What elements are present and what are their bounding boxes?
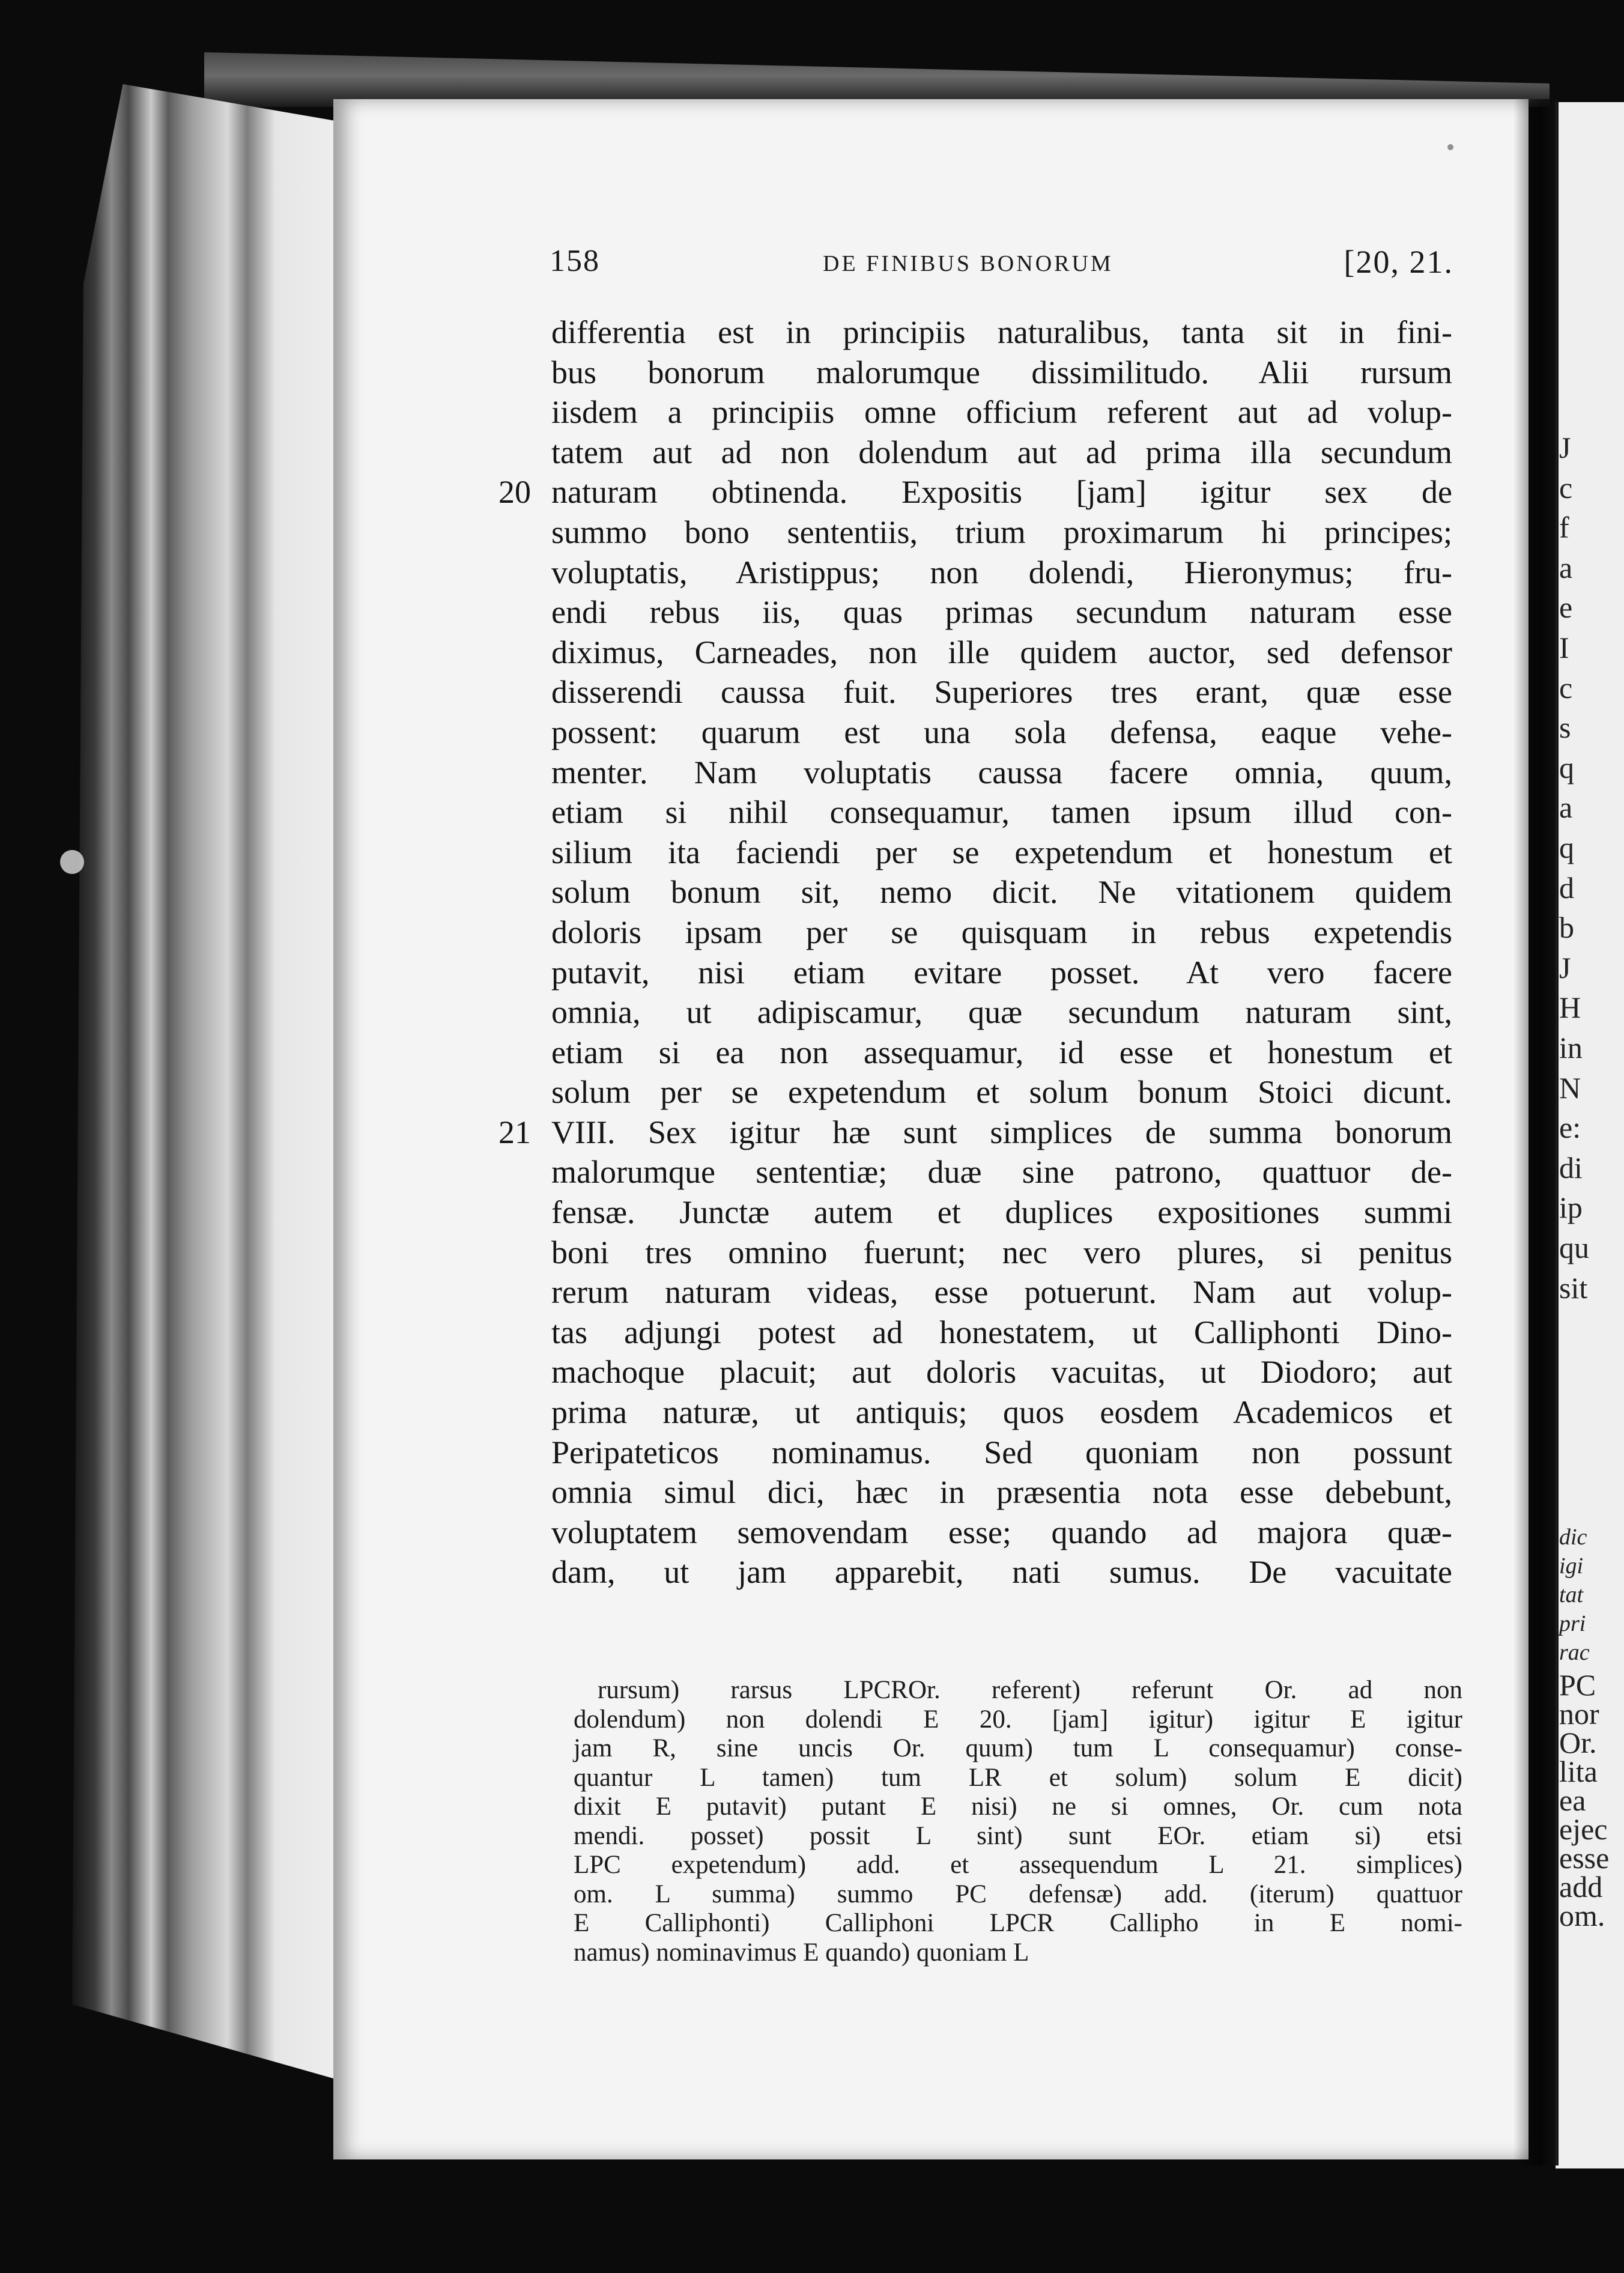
facing-page-fragment: a xyxy=(1559,791,1573,825)
facing-page-fragment: J xyxy=(1559,431,1571,464)
facing-page xyxy=(1556,102,1624,2168)
facing-page-fragment: s xyxy=(1559,711,1571,745)
text-line: putavit, nisi etiam evitare posset. At vero facere xyxy=(551,954,1452,991)
facing-page-fragment: b xyxy=(1559,911,1574,945)
text-line: malorumque sententiæ; duæ sine patrono, quattuor de- xyxy=(551,1154,1452,1191)
facing-page-fragment: I xyxy=(1559,631,1569,664)
apparatus-line: namus) nominavimus E quando) quoniam L xyxy=(574,1938,1029,1967)
facing-page-fragment: ea xyxy=(1559,1783,1586,1817)
text-line: diximus, Carneades, non ille quidem auctor, sed defensor xyxy=(551,634,1452,670)
apparatus-line: LPC expetendum) add. et assequendum L 21. simplices) xyxy=(574,1851,1462,1879)
critical-apparatus xyxy=(574,1676,1462,1967)
running-head xyxy=(550,243,1453,285)
text-line: omnia simul dici, hæc in præsentia nota esse debebunt, xyxy=(551,1474,1452,1511)
text-line: Peripateticos nominamus. Sed quoniam non possunt xyxy=(551,1434,1452,1470)
facing-page-fragment: tat xyxy=(1559,1582,1584,1607)
margin-number: 20 xyxy=(498,474,531,511)
facing-page-fragment: a xyxy=(1559,550,1573,584)
text-line: omnia, ut adipiscamur, quæ secundum naturam sint, xyxy=(551,994,1452,1031)
facing-page-fragment: H xyxy=(1559,991,1581,1025)
margin-number: 21 xyxy=(498,1114,531,1150)
text-line: endi rebus iis, quas primas secundum naturam esse xyxy=(551,594,1452,631)
running-title: DE FINIBUS BONORUM xyxy=(823,251,1113,276)
apparatus-line: E Calliphonti) Calliphoni LPCR Callipho in E nomi- xyxy=(574,1909,1462,1937)
text-line: menter. Nam voluptatis caussa facere omnia, quum, xyxy=(551,754,1452,791)
text-line-with-margin-number xyxy=(498,472,1452,512)
facing-page-fragment: c xyxy=(1559,470,1573,505)
facing-page-fragment: e: xyxy=(1559,1111,1581,1145)
apparatus-line: mendi. posset) possit L sint) sunt EOr. etiam si) etsi xyxy=(574,1821,1462,1850)
text-line: prima naturæ, ut antiquis; quos eosdem Academicos et xyxy=(551,1394,1452,1431)
facing-page-fragment: di xyxy=(1559,1150,1583,1185)
book-top-edge xyxy=(204,29,1550,107)
facing-page-fragment: nor xyxy=(1559,1697,1599,1731)
text-line-with-margin-number xyxy=(498,1112,1452,1153)
facing-page-fragment: qu xyxy=(1559,1231,1589,1264)
page-number: 158 xyxy=(550,244,600,278)
facing-page-fragment: PC xyxy=(1559,1668,1596,1702)
facing-page-fragment: om. xyxy=(1559,1899,1605,1932)
facing-page-fragment: in xyxy=(1559,1031,1583,1064)
facing-page-fragment: e xyxy=(1559,590,1573,625)
facing-page-fragment: q xyxy=(1559,831,1574,864)
apparatus-line: quantur L tamen) tum LR et solum) solum E dicit) xyxy=(574,1763,1462,1792)
apparatus-line: dixit E putavit) putant E nisi) ne si omnes, Or. cum nota xyxy=(574,1792,1462,1821)
apparatus-line: jam R, sine uncis Or. quum) tum L consequamur) conse- xyxy=(574,1734,1462,1762)
dust-speck xyxy=(1447,144,1453,150)
text-line: tas adjungi potest ad honestatem, ut Calliphonti Dino- xyxy=(551,1314,1452,1350)
text-line: possent: quarum est una sola defensa, eaque vehe- xyxy=(551,714,1452,750)
text-line: iisdem a principiis omne officium referent aut ad volup- xyxy=(551,394,1452,431)
apparatus-line: om. L summa) summo PC defensæ) add. (iterum) quattuor xyxy=(574,1880,1462,1908)
apparatus-line: dolendum) non dolendi E 20. [jam] igitur) igitur E igitur xyxy=(574,1705,1462,1734)
text-line: doloris ipsam per se quisquam in rebus expetendis xyxy=(551,914,1452,950)
facing-page-fragment: Or. xyxy=(1559,1726,1597,1759)
facing-page-fragment: lita xyxy=(1559,1755,1598,1788)
text-line: differentia est in principiis naturalibus, tanta sit in fini- xyxy=(551,314,1452,350)
dust-speck xyxy=(60,850,84,874)
facing-page-fragment: ip xyxy=(1559,1191,1583,1225)
facing-page-fragment: c xyxy=(1559,670,1573,705)
text-line: fensæ. Junctæ autem et duplices expositiones summi xyxy=(551,1194,1452,1231)
text-line: solum per se expetendum et solum bonum Stoici dicunt. xyxy=(551,1074,1452,1111)
text-line: disserendi caussa fuit. Superiores tres erant, quæ esse xyxy=(551,674,1452,711)
section-reference: [20, 21. xyxy=(1344,244,1453,280)
main-text xyxy=(498,312,1452,1592)
text-line: voluptatem semovendam esse; quando ad majora quæ- xyxy=(551,1514,1452,1550)
facing-page-fragment: add xyxy=(1559,1870,1603,1904)
text-line: summo bono sententiis, trium proximarum hi principes; xyxy=(551,514,1452,550)
text-line: silium ita faciendi per se expetendum et honestum et xyxy=(551,834,1452,870)
facing-page-fragment: N xyxy=(1559,1070,1581,1105)
text-line: etiam si nihil consequamur, tamen ipsum illud con- xyxy=(551,794,1452,831)
facing-page-fragment: igi xyxy=(1559,1553,1584,1579)
text-line: rerum naturam videas, esse potuerunt. Nam aut volup- xyxy=(551,1274,1452,1311)
apparatus-line: rursum) rarsus LPCROr. referent) referunt Or. ad non xyxy=(598,1676,1462,1704)
facing-page-fragment: ejec xyxy=(1559,1812,1608,1846)
text-line: boni tres omnino fuerunt; nec vero plures, si penitus xyxy=(551,1234,1452,1270)
facing-page-fragment: f xyxy=(1559,511,1569,545)
facing-page-fragment: J xyxy=(1559,950,1571,985)
text-line: bus bonorum malorumque dissimilitudo. Alii rursum xyxy=(551,354,1452,390)
text-line: dam, ut jam apparebit, nati sumus. De vacuitate xyxy=(551,1554,1452,1591)
facing-page-fragment: q xyxy=(1559,750,1574,784)
facing-page-fragment: esse xyxy=(1559,1841,1610,1875)
facing-page-fragment: sit xyxy=(1559,1270,1588,1305)
text-line: tatem aut ad non dolendum aut ad prima illa secundum xyxy=(551,434,1452,470)
gutter-shadow xyxy=(1513,99,1559,2165)
facing-page-fragment: rac xyxy=(1559,1640,1590,1665)
text-line: VIII. Sex igitur hæ sunt simplices de summa bonorum xyxy=(551,1114,1452,1150)
facing-page-fragment: pri xyxy=(1559,1611,1586,1636)
page-stack-edge xyxy=(72,84,354,2084)
facing-page-fragment: dic xyxy=(1559,1525,1587,1550)
facing-page-fragment: d xyxy=(1559,870,1574,905)
text-line: machoque placuit; aut doloris vacuitas, ut Diodoro; aut xyxy=(551,1354,1452,1391)
text-line: solum bonum sit, nemo dicit. Ne vitationem quidem xyxy=(551,874,1452,911)
text-line: naturam obtinenda. Expositis [jam] igitur sex de xyxy=(551,474,1452,511)
text-line: voluptatis, Aristippus; non dolendi, Hieronymus; fru- xyxy=(551,554,1452,590)
text-line: etiam si ea non assequamur, id esse et honestum et xyxy=(551,1034,1452,1070)
